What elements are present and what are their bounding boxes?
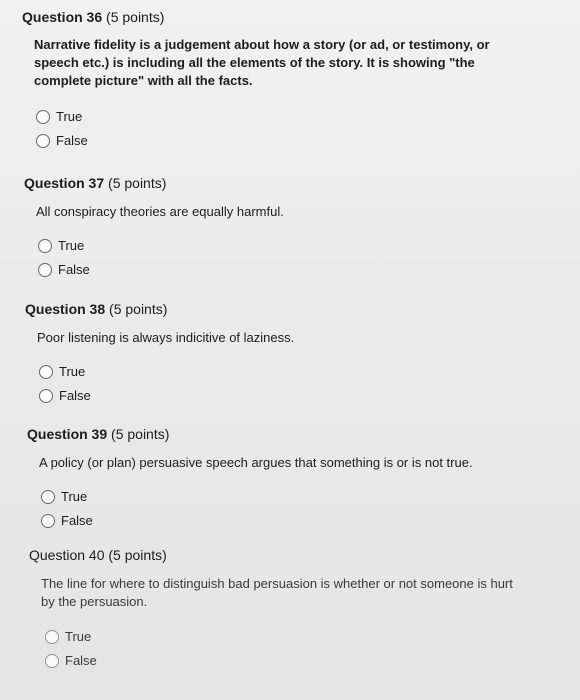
question-points: (5 points) <box>111 426 170 442</box>
question-points: (5 points) <box>108 547 167 563</box>
radio-button[interactable] <box>45 654 59 668</box>
option-true[interactable] <box>39 360 545 384</box>
question-text: The line for where to distinguish bad persuasion is whether or not someone is hurt by the persuasion. <box>41 576 513 609</box>
radio-button[interactable] <box>45 630 59 644</box>
question-header <box>25 300 545 318</box>
question-37 <box>24 174 544 282</box>
option-label: False <box>65 653 97 668</box>
radio-button[interactable] <box>36 110 50 124</box>
option-false[interactable] <box>41 509 547 533</box>
question-header <box>29 546 549 564</box>
option-true[interactable] <box>36 105 542 129</box>
radio-button[interactable] <box>39 365 53 379</box>
option-label: True <box>56 109 83 124</box>
question-header <box>22 8 542 26</box>
option-false[interactable] <box>36 129 542 153</box>
radio-button[interactable] <box>39 389 53 403</box>
question-points: (5 points) <box>106 9 165 25</box>
question-text: All conspiracy theories are equally harmful. <box>36 204 284 219</box>
question-title: Question 36 <box>22 9 103 25</box>
answer-options <box>29 625 549 673</box>
question-title: Question 38 <box>25 301 106 317</box>
answer-options <box>27 485 547 533</box>
answer-options <box>22 105 542 153</box>
question-text: Poor listening is always indicitive of laziness. <box>37 330 295 345</box>
question-39 <box>27 425 547 533</box>
question-40 <box>29 546 549 673</box>
question-title: Question 37 <box>24 175 105 191</box>
radio-button[interactable] <box>38 263 52 277</box>
option-false[interactable] <box>38 258 544 282</box>
question-text: A policy (or plan) persuasive speech argues that something is or is not true. <box>39 455 473 470</box>
question-points: (5 points) <box>109 301 168 317</box>
question-text: Narrative fidelity is a judgement about how a story (or ad, or testimony, or speech etc.) is including all the elements of the story. It is showing "the complete picture" with all the facts. <box>34 37 490 88</box>
answer-options <box>25 360 545 408</box>
question-header <box>24 174 544 192</box>
radio-button[interactable] <box>38 239 52 253</box>
option-true[interactable] <box>41 485 547 509</box>
question-38 <box>25 300 545 408</box>
question-36 <box>22 8 542 153</box>
option-label: True <box>61 489 88 504</box>
option-label: True <box>58 238 85 253</box>
option-true[interactable] <box>45 625 549 649</box>
radio-button[interactable] <box>41 490 55 504</box>
question-header <box>27 425 547 443</box>
option-label: False <box>61 513 93 528</box>
option-false[interactable] <box>45 649 549 673</box>
option-false[interactable] <box>39 384 545 408</box>
question-points: (5 points) <box>108 175 167 191</box>
radio-button[interactable] <box>41 514 55 528</box>
option-label: False <box>58 262 90 277</box>
option-label: False <box>59 388 91 403</box>
option-label: True <box>59 364 86 379</box>
option-label: True <box>65 629 92 644</box>
option-label: False <box>56 133 88 148</box>
option-true[interactable] <box>38 234 544 258</box>
answer-options <box>24 234 544 282</box>
question-title: Question 39 <box>27 426 108 442</box>
radio-button[interactable] <box>36 134 50 148</box>
question-title: Question 40 <box>29 547 105 563</box>
